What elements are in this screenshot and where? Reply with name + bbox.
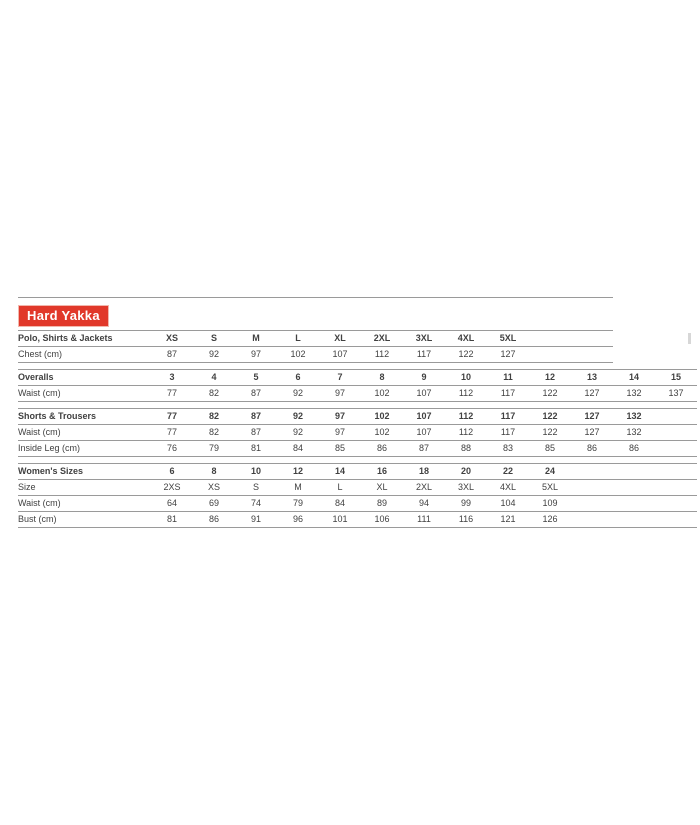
row-label: Chest (cm) xyxy=(18,347,151,363)
value-cell: 7 xyxy=(319,370,361,386)
value-cell: 13 xyxy=(571,370,613,386)
value-cell: 76 xyxy=(151,441,193,457)
value-cell: M xyxy=(277,480,319,496)
section-header-row xyxy=(18,464,697,480)
value-cell: 109 xyxy=(529,496,571,512)
table-row xyxy=(18,425,697,441)
value-cell: 99 xyxy=(445,496,487,512)
value-cell: 84 xyxy=(277,441,319,457)
value-cell: 97 xyxy=(319,386,361,402)
value-cell: 127 xyxy=(571,425,613,441)
brand-row xyxy=(18,305,697,327)
value-cell: 112 xyxy=(361,347,403,363)
value-cell: M xyxy=(235,331,277,347)
value-cell: 132 xyxy=(613,425,655,441)
value-cell: 107 xyxy=(319,347,361,363)
value-cell: 79 xyxy=(193,441,235,457)
row-label: Waist (cm) xyxy=(18,496,151,512)
value-cell: 5XL xyxy=(487,331,529,347)
section-womens-sizes xyxy=(18,463,697,528)
value-cell: XS xyxy=(151,331,193,347)
value-cell: 12 xyxy=(277,464,319,480)
value-cell: 82 xyxy=(193,425,235,441)
value-cell: 91 xyxy=(235,512,277,528)
table-row xyxy=(18,496,697,512)
value-cell xyxy=(655,464,697,480)
row-label: Inside Leg (cm) xyxy=(18,441,151,457)
value-cell: 107 xyxy=(403,409,445,425)
value-cell: 82 xyxy=(193,409,235,425)
row-label: Overalls xyxy=(18,370,151,386)
row-label: Polo, Shirts & Jackets xyxy=(18,331,151,347)
value-cell: 97 xyxy=(235,347,277,363)
value-cell xyxy=(655,480,697,496)
value-cell: 107 xyxy=(403,425,445,441)
value-cell xyxy=(571,347,613,363)
value-cell: 69 xyxy=(193,496,235,512)
value-cell: 77 xyxy=(151,386,193,402)
value-cell: 117 xyxy=(487,409,529,425)
section-header-row xyxy=(18,331,613,347)
value-cell: 22 xyxy=(487,464,529,480)
section-shorts-trousers xyxy=(18,408,697,457)
value-cell: 132 xyxy=(613,386,655,402)
value-cell: 86 xyxy=(571,441,613,457)
value-cell xyxy=(655,425,697,441)
value-cell: 4 xyxy=(193,370,235,386)
value-cell: XL xyxy=(319,331,361,347)
size-guide-sheet xyxy=(18,297,697,528)
value-cell xyxy=(529,347,571,363)
value-cell: 92 xyxy=(193,347,235,363)
value-cell: L xyxy=(319,480,361,496)
value-cell: 11 xyxy=(487,370,529,386)
value-cell: 106 xyxy=(361,512,403,528)
value-cell: 89 xyxy=(361,496,403,512)
value-cell: 85 xyxy=(319,441,361,457)
value-cell: 102 xyxy=(361,409,403,425)
value-cell: 24 xyxy=(529,464,571,480)
section-overalls xyxy=(18,369,697,402)
value-cell: 107 xyxy=(403,386,445,402)
value-cell: 122 xyxy=(529,386,571,402)
brand-logo: Hard Yakka xyxy=(18,305,109,327)
value-cell: 111 xyxy=(403,512,445,528)
value-cell: 87 xyxy=(403,441,445,457)
value-cell: 104 xyxy=(487,496,529,512)
value-cell: 92 xyxy=(277,425,319,441)
value-cell xyxy=(655,496,697,512)
value-cell xyxy=(655,409,697,425)
value-cell: 102 xyxy=(361,425,403,441)
value-cell: 16 xyxy=(361,464,403,480)
value-cell: 6 xyxy=(151,464,193,480)
value-cell: 92 xyxy=(277,386,319,402)
value-cell xyxy=(613,496,655,512)
value-cell: 122 xyxy=(529,409,571,425)
value-cell: 127 xyxy=(571,409,613,425)
value-cell: 6 xyxy=(277,370,319,386)
table-row xyxy=(18,512,697,528)
value-cell: 117 xyxy=(487,386,529,402)
value-cell: 20 xyxy=(445,464,487,480)
value-cell: 97 xyxy=(319,409,361,425)
value-cell: 10 xyxy=(445,370,487,386)
value-cell: XL xyxy=(361,480,403,496)
value-cell xyxy=(613,480,655,496)
value-cell: 132 xyxy=(613,409,655,425)
row-label: Waist (cm) xyxy=(18,386,151,402)
row-label: Shorts & Trousers xyxy=(18,409,151,425)
section-header-row xyxy=(18,409,697,425)
value-cell: 15 xyxy=(655,370,697,386)
value-cell: 86 xyxy=(361,441,403,457)
value-cell: 77 xyxy=(151,409,193,425)
value-cell: 85 xyxy=(529,441,571,457)
value-cell: 117 xyxy=(403,347,445,363)
value-cell: 14 xyxy=(319,464,361,480)
value-cell: 112 xyxy=(445,409,487,425)
value-cell: 9 xyxy=(403,370,445,386)
value-cell: 64 xyxy=(151,496,193,512)
row-label: Size xyxy=(18,480,151,496)
section-header-row xyxy=(18,370,697,386)
value-cell: 81 xyxy=(235,441,277,457)
value-cell: 86 xyxy=(613,441,655,457)
table-row xyxy=(18,386,697,402)
section-polo-shirts-jackets xyxy=(18,330,613,363)
value-cell xyxy=(655,512,697,528)
value-cell xyxy=(655,441,697,457)
row-label: Waist (cm) xyxy=(18,425,151,441)
value-cell xyxy=(571,331,613,347)
value-cell: 5XL xyxy=(529,480,571,496)
value-cell: 81 xyxy=(151,512,193,528)
value-cell: 127 xyxy=(487,347,529,363)
value-cell: 137 xyxy=(655,386,697,402)
value-cell: 112 xyxy=(445,386,487,402)
value-cell: 82 xyxy=(193,386,235,402)
value-cell xyxy=(571,496,613,512)
value-cell: 102 xyxy=(277,347,319,363)
edge-artifact-mark xyxy=(688,333,691,344)
value-cell: 126 xyxy=(529,512,571,528)
table-row xyxy=(18,441,697,457)
value-cell xyxy=(571,464,613,480)
value-cell: 79 xyxy=(277,496,319,512)
value-cell: L xyxy=(277,331,319,347)
value-cell: 101 xyxy=(319,512,361,528)
value-cell: 97 xyxy=(319,425,361,441)
row-label: Bust (cm) xyxy=(18,512,151,528)
value-cell: 96 xyxy=(277,512,319,528)
value-cell: 74 xyxy=(235,496,277,512)
value-cell: 3 xyxy=(151,370,193,386)
value-cell: 86 xyxy=(193,512,235,528)
value-cell: 84 xyxy=(319,496,361,512)
value-cell: 77 xyxy=(151,425,193,441)
value-cell: 87 xyxy=(235,409,277,425)
value-cell: 127 xyxy=(571,386,613,402)
value-cell: 14 xyxy=(613,370,655,386)
value-cell: 83 xyxy=(487,441,529,457)
value-cell: 3XL xyxy=(403,331,445,347)
top-divider xyxy=(18,297,613,298)
value-cell: 121 xyxy=(487,512,529,528)
value-cell: 3XL xyxy=(445,480,487,496)
value-cell: 8 xyxy=(193,464,235,480)
value-cell: 5 xyxy=(235,370,277,386)
value-cell xyxy=(613,464,655,480)
value-cell: S xyxy=(193,331,235,347)
value-cell: 116 xyxy=(445,512,487,528)
value-cell: 92 xyxy=(277,409,319,425)
value-cell xyxy=(529,331,571,347)
value-cell xyxy=(571,512,613,528)
value-cell: 102 xyxy=(361,386,403,402)
value-cell: S xyxy=(235,480,277,496)
value-cell: 4XL xyxy=(487,480,529,496)
table-row xyxy=(18,480,697,496)
value-cell: 88 xyxy=(445,441,487,457)
value-cell: 8 xyxy=(361,370,403,386)
value-cell: 122 xyxy=(445,347,487,363)
value-cell: 10 xyxy=(235,464,277,480)
value-cell: 4XL xyxy=(445,331,487,347)
value-cell: 87 xyxy=(151,347,193,363)
value-cell: 2XL xyxy=(361,331,403,347)
value-cell: 12 xyxy=(529,370,571,386)
size-tables xyxy=(18,330,697,528)
value-cell: 122 xyxy=(529,425,571,441)
value-cell: 87 xyxy=(235,425,277,441)
value-cell: 112 xyxy=(445,425,487,441)
value-cell: 94 xyxy=(403,496,445,512)
value-cell: 87 xyxy=(235,386,277,402)
value-cell: 117 xyxy=(487,425,529,441)
value-cell: 2XS xyxy=(151,480,193,496)
table-row xyxy=(18,347,613,363)
value-cell xyxy=(613,512,655,528)
value-cell: XS xyxy=(193,480,235,496)
row-label: Women's Sizes xyxy=(18,464,151,480)
value-cell: 18 xyxy=(403,464,445,480)
value-cell: 2XL xyxy=(403,480,445,496)
value-cell xyxy=(571,480,613,496)
